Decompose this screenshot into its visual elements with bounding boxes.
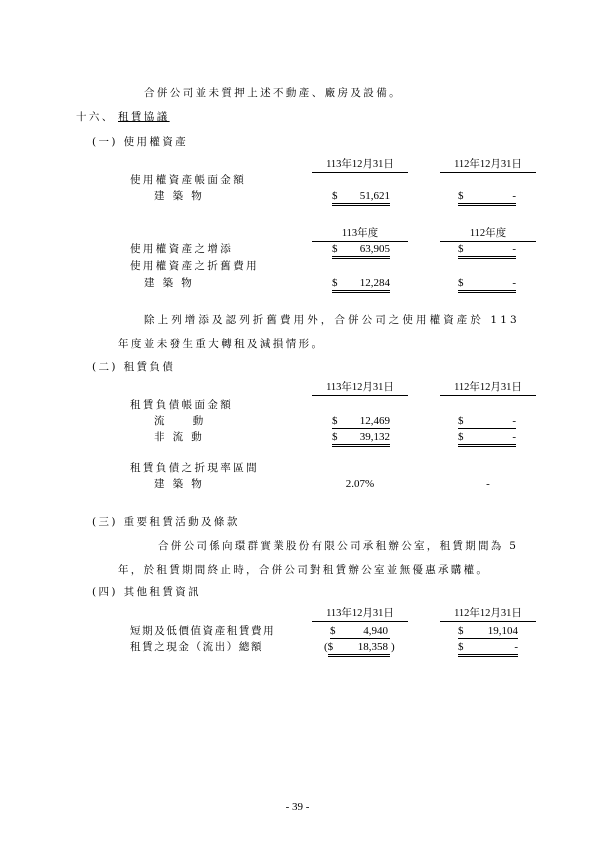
s2-rate-a: 2.07% xyxy=(345,478,375,490)
s1-label-building: 建 築 物 xyxy=(154,190,205,202)
s1-add-a-ul2 xyxy=(332,258,390,259)
s2-nc-b-ul2 xyxy=(458,446,516,447)
s1-bld-a-ul2 xyxy=(332,205,390,206)
s2-label-rate-bld: 建 築 物 xyxy=(154,478,205,490)
s4-col-b: 112年12月31日 xyxy=(454,608,522,619)
s2-col-a: 113年12月31日 xyxy=(326,382,394,393)
section-number: 十六、 xyxy=(76,111,115,123)
s1-col-d-rule xyxy=(440,241,536,242)
s2-label-current: 流 動 xyxy=(154,415,206,427)
s4-cash-a-close: ) xyxy=(391,641,395,653)
s1-col-c: 113年度 xyxy=(341,228,379,239)
s2-heading: (二) 租賃負債 xyxy=(92,361,176,373)
s2-rate-b: - xyxy=(486,478,490,490)
s1-dep-b-dollar: $ xyxy=(458,277,464,289)
s4-short-a-dollar: $ xyxy=(330,625,336,637)
s1-col-c-rule xyxy=(312,241,408,242)
s1-label-carrying: 使用權資產帳面金額 xyxy=(130,174,247,186)
s1-add-b-ul2 xyxy=(458,258,516,259)
s4-cash-a-ul2 xyxy=(328,656,390,657)
s4-cash-a: 18,358 xyxy=(357,641,388,653)
s1-bld-a: 51,621 xyxy=(359,190,390,202)
s1-add-a-dollar: $ xyxy=(332,243,338,255)
s2-cur-a: 12,469 xyxy=(359,415,390,427)
s2-col-b: 112年12月31日 xyxy=(454,382,522,393)
s4-short-a: 4,940 xyxy=(363,625,388,637)
s1-dep-b-ul2 xyxy=(458,292,516,293)
s1-col-a-rule xyxy=(312,172,408,173)
s4-heading: (四) 其他租賃資訊 xyxy=(92,586,202,598)
s4-col-a: 113年12月31日 xyxy=(326,608,394,619)
s4-short-a-ul xyxy=(330,638,390,639)
s4-cash-a-ul1 xyxy=(328,654,390,655)
s1-bld-a-ul1 xyxy=(332,203,390,204)
s4-cash-b: - xyxy=(514,641,518,653)
s1-add-a-ul1 xyxy=(332,256,390,257)
s2-nc-a-ul2 xyxy=(332,446,390,447)
s2-nc-a-dollar: $ xyxy=(332,431,338,443)
s1-dep-b-ul1 xyxy=(458,290,516,291)
s4-col-a-rule xyxy=(312,621,408,622)
s2-cur-a-dollar: $ xyxy=(332,415,338,427)
s2-cur-b: - xyxy=(512,415,516,427)
s2-nc-b-ul1 xyxy=(458,444,516,445)
s1-label-dep-bld: 建 築 物 xyxy=(144,277,195,289)
s1-col-b-rule xyxy=(440,172,536,173)
s2-label-noncurrent: 非 流 動 xyxy=(154,431,205,443)
s2-nc-a: 39,132 xyxy=(359,431,390,443)
s1-add-a: 63,905 xyxy=(359,243,390,255)
s4-label-short: 短期及低價值資產租賃費用 xyxy=(130,625,276,637)
s2-nc-a-ul1 xyxy=(332,444,390,445)
s1-add-b-dollar: $ xyxy=(458,243,464,255)
s4-cash-a-dollar: ($ xyxy=(324,641,334,653)
s1-label-add: 使用權資產之增添 xyxy=(130,243,234,255)
s2-nc-b-dollar: $ xyxy=(458,431,464,443)
s1-bld-b-ul1 xyxy=(458,203,516,204)
page-number: - 39 - xyxy=(285,801,310,813)
s1-col-a: 113年12月31日 xyxy=(326,159,394,170)
s1-col-d: 112年度 xyxy=(469,228,507,239)
s2-label-carrying: 租賃負債帳面金額 xyxy=(130,399,234,411)
s1-dep-a: 12,284 xyxy=(359,277,390,289)
s1-add-b: - xyxy=(512,243,516,255)
s2-cur-b-dollar: $ xyxy=(458,415,464,427)
s1-dep-a-ul2 xyxy=(332,292,390,293)
s4-short-b-dollar: $ xyxy=(458,625,464,637)
s1-heading: (一) 使用權資產 xyxy=(92,136,189,148)
section-title: 租賃協議 xyxy=(118,111,170,123)
s4-short-b: 19,104 xyxy=(487,625,518,637)
s4-col-b-rule xyxy=(440,621,536,622)
s1-dep-b: - xyxy=(512,277,516,289)
s2-label-rate: 租賃負債之折現率區間 xyxy=(130,462,259,474)
s3-para-line1: 合併公司係向環群實業股份有限公司承租辦公室，租賃期間為 5 xyxy=(158,540,519,552)
s3-heading: (三) 重要租賃活動及條款 xyxy=(92,516,240,528)
s1-para-line1: 除上列增添及認列折舊費用外，合併公司之使用權資產於 113 xyxy=(144,314,520,326)
s3-para-line2: 年，於租賃期間終止時，合併公司對租賃辦公室並無優惠承購權。 xyxy=(118,564,490,576)
s2-col-a-rule xyxy=(312,395,408,396)
intro-line: 合併公司並未質押上述不動產、廠房及設備。 xyxy=(144,87,402,99)
s1-bld-b-ul2 xyxy=(458,205,516,206)
s4-cash-b-ul2 xyxy=(458,656,518,657)
s1-para-line2: 年度並未發生重大轉租及減損情形。 xyxy=(118,338,325,350)
s2-cur-b-ul xyxy=(458,428,516,429)
s1-col-b: 112年12月31日 xyxy=(454,159,522,170)
s2-cur-a-ul xyxy=(332,428,390,429)
s1-bld-b-dollar: $ xyxy=(458,190,464,202)
s1-bld-b: - xyxy=(512,190,516,202)
s2-nc-b: - xyxy=(512,431,516,443)
s4-cash-b-ul1 xyxy=(458,654,518,655)
s4-short-b-ul xyxy=(458,638,518,639)
s1-add-b-ul1 xyxy=(458,256,516,257)
s1-bld-a-dollar: $ xyxy=(332,190,338,202)
s4-cash-b-dollar: $ xyxy=(458,641,464,653)
s1-dep-a-ul1 xyxy=(332,290,390,291)
s1-label-dep: 使用權資產之折舊費用 xyxy=(130,260,259,272)
s2-col-b-rule xyxy=(440,395,536,396)
s1-dep-a-dollar: $ xyxy=(332,277,338,289)
s4-label-cash: 租賃之現金（流出）總額 xyxy=(130,641,264,653)
